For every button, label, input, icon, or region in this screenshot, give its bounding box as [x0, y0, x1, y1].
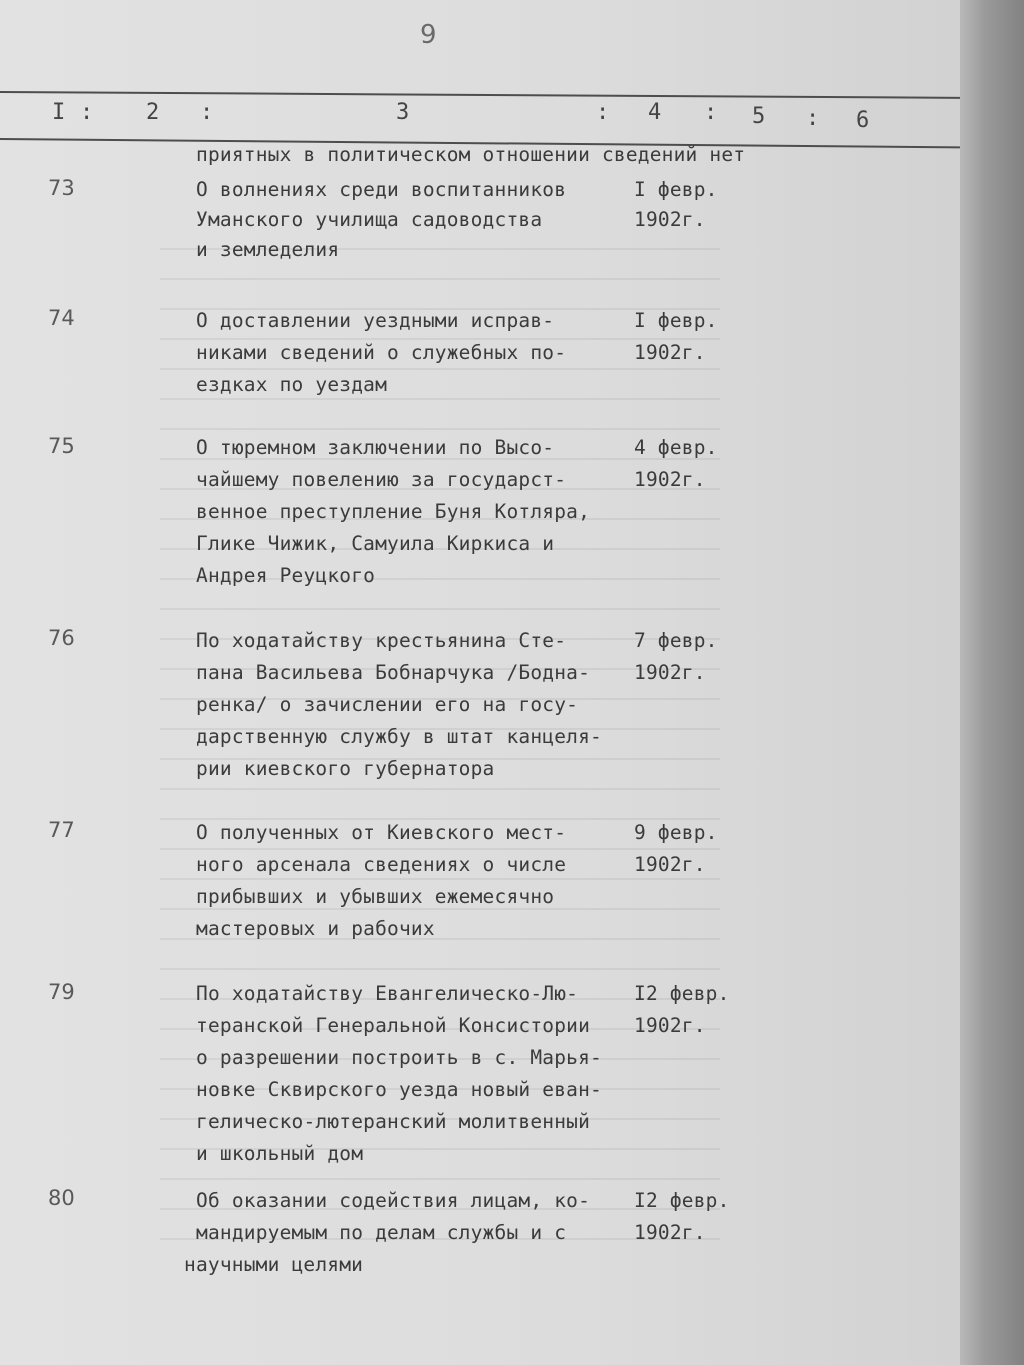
column-header-6: 6 [856, 108, 870, 133]
entry-description-line: По ходатайству Евангелическо-Лю- [196, 982, 579, 1005]
column-separator: : [704, 100, 718, 125]
entry-year: 1902г. [634, 208, 706, 231]
entry-description-line: научными целями [184, 1253, 364, 1276]
entry-number: 73 [48, 176, 75, 200]
entry-description-line: мастеровых и рабочих [196, 917, 435, 940]
column-header-2: 2 [146, 100, 160, 125]
column-separator: : [806, 106, 820, 131]
entry-year: 1902г. [634, 468, 706, 491]
page-number: 9 [420, 20, 437, 50]
entry-description-line: и школьный дом [196, 1142, 364, 1165]
entry-number: 75 [48, 434, 75, 458]
entry-number: 80 [48, 1186, 75, 1210]
entry-date: 9 февр. [634, 821, 718, 844]
entry-description-line: рии киевского губернатора [196, 757, 495, 780]
column-header-4: 4 [648, 100, 662, 125]
entry-description-line: По ходатайству крестьянина Сте- [196, 629, 567, 652]
entry-description-line: и земледелия [196, 238, 340, 261]
entry-description-line: теранской Генеральной Консистории [196, 1014, 591, 1037]
header-top-rule [0, 91, 960, 99]
entry-year: 1902г. [634, 661, 706, 684]
entry-description-line: прибывших и убывших ежемесячно [196, 885, 555, 908]
entry-date: I февр. [634, 309, 718, 332]
entry-description-line: О полученных от Киевского мест- [196, 821, 567, 844]
entry-description-line: венное преступление Буня Котляра, [196, 500, 591, 523]
column-separator: : [200, 100, 214, 125]
entry-date: I февр. [634, 178, 718, 201]
entry-year: 1902г. [634, 853, 706, 876]
entry-description-line: Андрея Реуцкого [196, 564, 376, 587]
entry-number: 77 [48, 818, 75, 842]
entry-date: I2 февр. [634, 1189, 730, 1212]
entry-description-line: гелическо-лютеранский молитвенный [196, 1110, 591, 1133]
entry-description-line: О волнениях среди воспитанников [196, 178, 567, 201]
entry-year: 1902г. [634, 1014, 706, 1037]
entry-date: 4 февр. [634, 436, 718, 459]
entry-description-line: никами сведений о служебных по- [196, 341, 567, 364]
entry-description-line: мандируемым по делам службы и с [196, 1221, 567, 1244]
entry-date: 7 февр. [634, 629, 718, 652]
entry-description-line: ного арсенала сведениях о числе [196, 853, 567, 876]
column-header-1: I [52, 100, 66, 125]
entry-number: 76 [48, 626, 75, 650]
entry-description-line: чайшему повелению за государст- [196, 468, 567, 491]
entry-number: 74 [48, 306, 75, 330]
entry-description-line: о разрешении построить в с. Марья- [196, 1046, 602, 1069]
entry-description-line: ездках по уездам [196, 373, 388, 396]
entry-number: 79 [48, 980, 75, 1004]
entry-description-line: ренка/ о зачислении его на госу- [196, 693, 579, 716]
column-separator: : [596, 100, 610, 125]
column-header-5: 5 [752, 104, 766, 129]
column-separator: : [80, 100, 94, 125]
entry-description-line: Уманского училища садоводства [196, 208, 543, 231]
continuation-line: приятных в политическом отношении сведений нет [196, 143, 746, 166]
entry-description-line: дарственную службу в штат канцеля- [196, 725, 602, 748]
entry-description-line: новке Сквирского уезда новый еван- [196, 1078, 602, 1101]
entry-description-line: О тюремном заключении по Высо- [196, 436, 555, 459]
entry-date: I2 февр. [634, 982, 730, 1005]
entry-year: 1902г. [634, 341, 706, 364]
entry-description-line: пана Васильева Бобнарчука /Бодна- [196, 661, 591, 684]
column-header-3: 3 [396, 100, 410, 125]
entry-description-line: О доставлении уездными исправ- [196, 309, 555, 332]
entry-description-line: Глике Чижик, Самуила Киркиса и [196, 532, 555, 555]
entry-year: 1902г. [634, 1221, 706, 1244]
page-edge-shadow [960, 0, 1024, 1365]
entry-description-line: Об оказании содействия лицам, ко- [196, 1189, 591, 1212]
